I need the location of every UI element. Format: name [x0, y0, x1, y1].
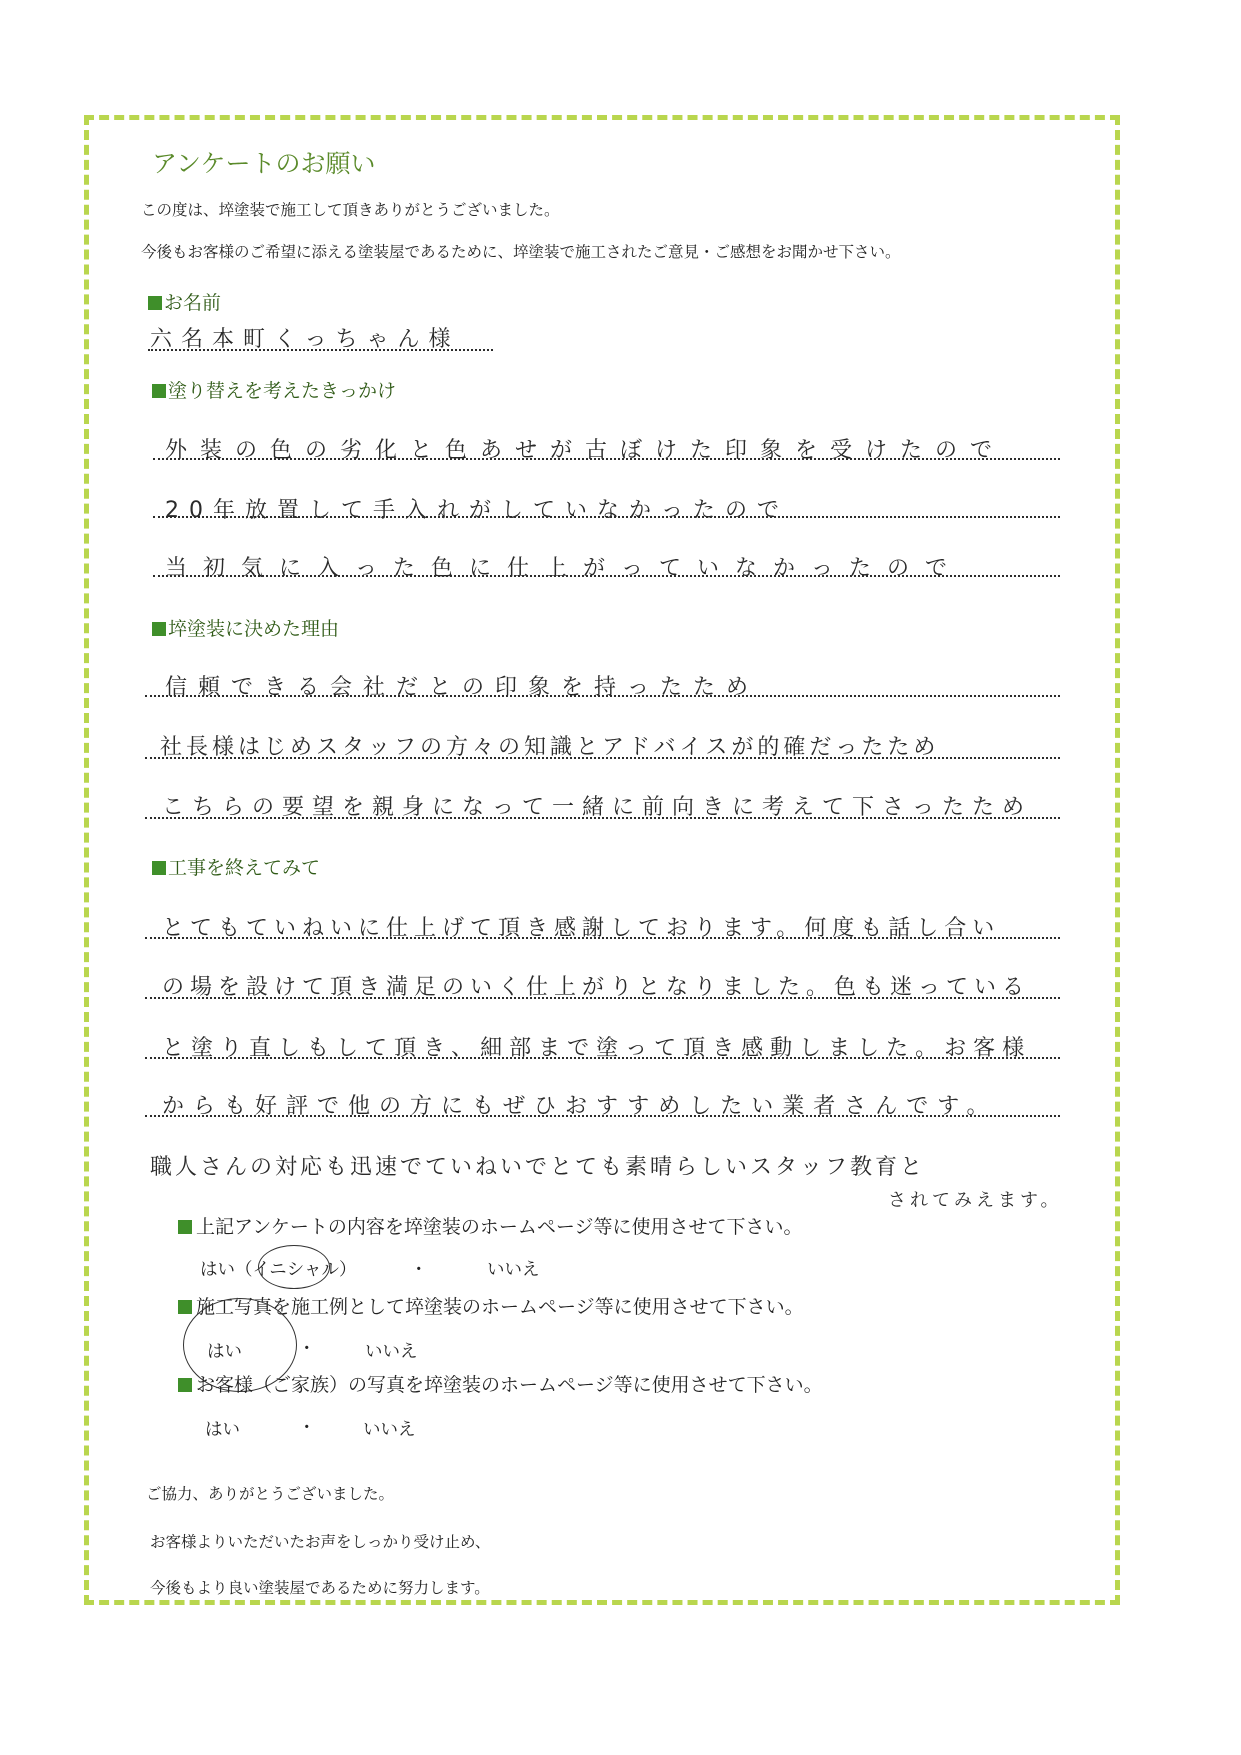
- answer-rule: [145, 757, 1060, 759]
- answer-rule: [145, 997, 1060, 999]
- bullet-icon: [178, 1300, 192, 1314]
- repaint-reason-line-1: 外装の色の劣化と色あせが古ぼけた印象を受けたので: [165, 438, 1006, 463]
- consent-question-2: 施工写真を施工例として埣塗装のホームページ等に使用させて下さい。: [178, 1292, 804, 1319]
- repaint-reason-line-2: 20年放置して手入れがしていなかったので: [165, 498, 789, 523]
- after-work-overflow: されてみえます。: [888, 1190, 1063, 1211]
- consent-1-dot: ・: [410, 1260, 428, 1280]
- consent-1-no[interactable]: いいえ: [487, 1260, 540, 1280]
- bullet-icon: [152, 384, 166, 398]
- answer-rule: [145, 1115, 1060, 1117]
- answer-rule: [145, 1057, 1060, 1059]
- page-title: アンケートのお願い: [152, 149, 376, 178]
- bullet-icon: [148, 296, 162, 310]
- after-work-line-4: からも好評で他の方にもぜひおすすめしたい業者さんです。: [162, 1094, 998, 1119]
- choice-reason-line-1: 信頼できる会社だとの印象を持ったため: [165, 675, 760, 700]
- choice-reason-heading: 埣塗装に決めた理由: [152, 614, 339, 641]
- choice-reason-line-2: 社長様はじめスタッフの方々の知識とアドバイスが的確だったため: [160, 735, 940, 760]
- consent-question-1: 上記アンケートの内容を埣塗装のホームページ等に使用させて下さい。: [178, 1212, 802, 1239]
- consent-1-yes[interactable]: はい（イニシャル）: [200, 1260, 357, 1280]
- consent-3-dot: ・: [298, 1418, 316, 1438]
- consent-3-yes[interactable]: はい: [205, 1420, 240, 1440]
- after-work-line-1: とてもていねいに仕上げて頂き感謝しております。何度も話し合い: [162, 916, 1001, 941]
- closing-line-3: 今後もより良い塗装屋であるために努力します。: [150, 1579, 490, 1597]
- after-work-line-5: 職人さんの対応も迅速でていねいでとても素晴らしいスタッフ教育と: [150, 1155, 926, 1180]
- answer-rule: [153, 575, 1060, 577]
- choice-reason-line-3: こちらの要望を親身になって一緒に前向きに考えて下さったため: [162, 795, 1033, 820]
- bullet-icon: [178, 1220, 192, 1234]
- after-work-heading: 工事を終えてみて: [152, 853, 320, 880]
- consent-2-dot: ・: [298, 1339, 316, 1359]
- consent-3-no[interactable]: いいえ: [363, 1420, 416, 1440]
- bullet-icon: [152, 861, 166, 875]
- bullet-icon: [152, 622, 166, 636]
- intro-line-1: この度は、埣塗装で施工して頂きありがとうございました。: [141, 201, 560, 219]
- consent-2-yes[interactable]: はい: [207, 1342, 242, 1362]
- closing-line-2: お客様よりいただいたお声をしっかり受け止め、: [150, 1533, 491, 1551]
- selection-circle-1: [258, 1245, 330, 1289]
- repaint-reason-line-3: 当初気に入った色に仕上がっていなかったので: [165, 556, 964, 581]
- consent-2-no[interactable]: いいえ: [365, 1342, 418, 1362]
- after-work-line-3: と塗り直しもして頂き、細部まで塗って頂き感動しました。お客様: [162, 1036, 1032, 1061]
- after-work-line-2: の場を設けて頂き満足のいく仕上がりとなりました。色も迷っている: [162, 975, 1031, 1000]
- answer-rule: [145, 695, 1060, 697]
- name-heading: お名前: [148, 288, 221, 315]
- closing-line-1: ご協力、ありがとうございました。: [146, 1485, 395, 1503]
- name-answer-rule: [148, 349, 493, 351]
- answer-rule: [145, 817, 1060, 819]
- answer-rule: [145, 937, 1060, 939]
- name-answer: 六名本町くっちゃん様: [150, 327, 460, 352]
- intro-line-2: 今後もお客様のご希望に添える塗装屋であるために、埣塗装で施工されたご意見・ご感想をお聞かせ下さい。: [141, 243, 901, 261]
- repaint-reason-heading: 塗り替えを考えたきっかけ: [152, 376, 396, 403]
- consent-question-3: お客様（ご家族）の写真を埣塗装のホームページ等に使用させて下さい。: [178, 1370, 823, 1397]
- answer-rule: [153, 458, 1060, 460]
- answer-rule: [153, 516, 1060, 518]
- bullet-icon: [178, 1378, 192, 1392]
